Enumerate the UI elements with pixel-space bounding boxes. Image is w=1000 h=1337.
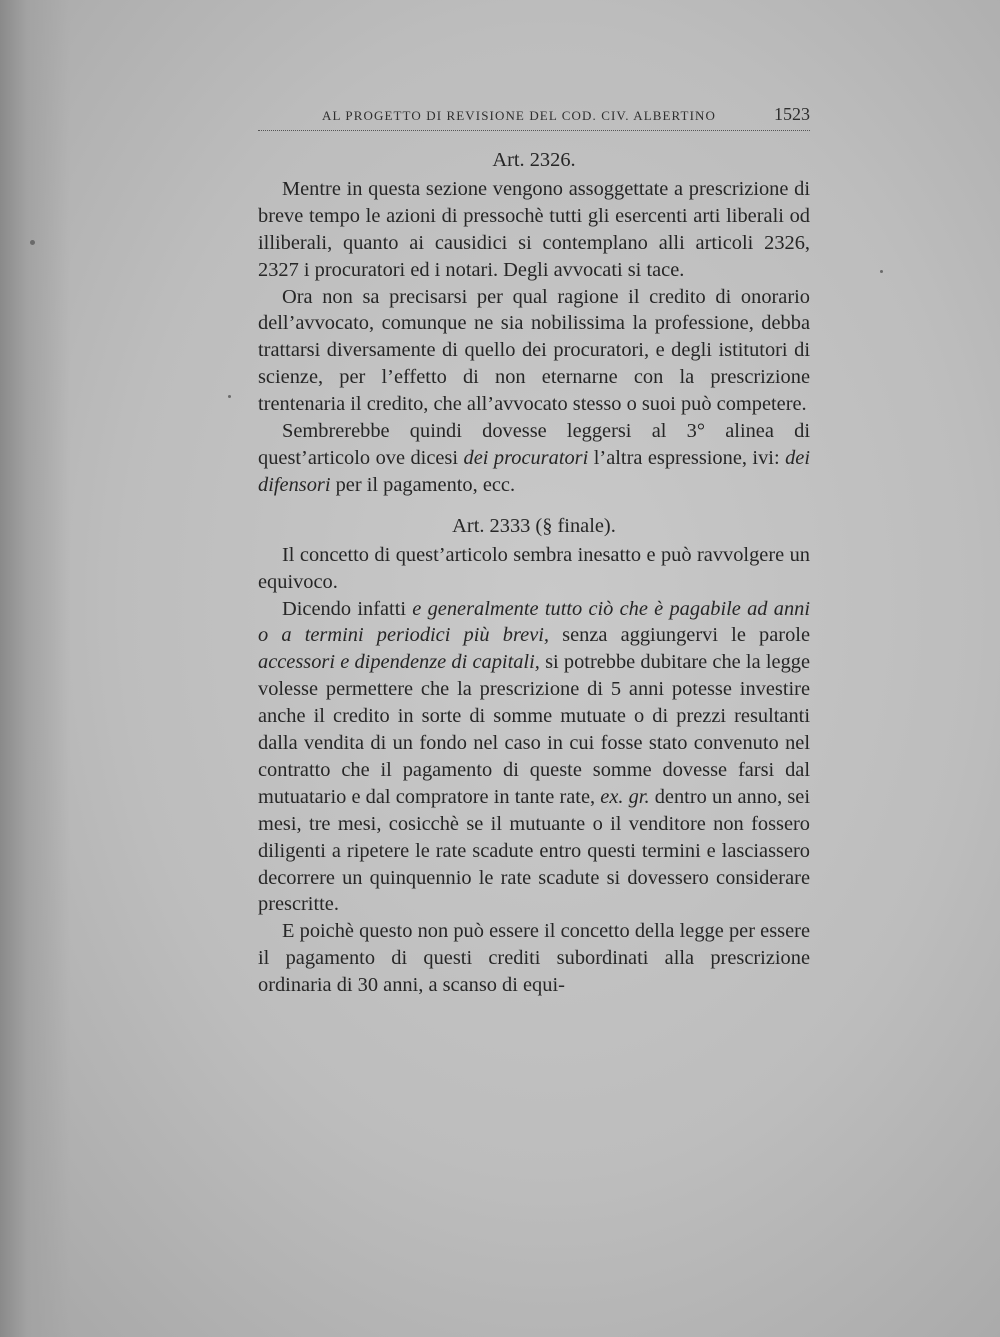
body-text	[258, 147, 810, 999]
paragraph	[258, 918, 810, 999]
text-run: l’altra espressione, ivi:	[588, 446, 786, 469]
text-run: si potrebbe dubitare che la legge volesse permettere che la prescrizione di 5 anni potesse investire anche il credito in sorte di somme mutuate o di prezzi resultanti dalla vendita di un fondo nel caso in cui fosse stato convenuto nel contratto che il pagamento di queste somme dovesse farsi dal mutuatario e dal compratore in tante rate,	[258, 651, 811, 808]
italic-text: e generalmente tutto ciò che è pagabile ad anni o a termini periodici più brevi,	[258, 597, 810, 647]
italic-text: dei difensori	[258, 446, 811, 496]
article-heading: Art. 2326.	[492, 149, 576, 171]
text-run: Ora non sa precisarsi per qual ragione il credito di onorario dell’avvocato, comunque ne sia nobilissima la professione, debba trattarsi diversamente di quello dei procuratori, e degli istitutori di scienze, per l’effetto di non eternarne con la prescrizione trentenaria il credito, che all’avvocato stesso o suoi può competere.	[258, 285, 810, 416]
page-number: 1523	[774, 104, 810, 124]
text-run: Dicendo infatti	[282, 597, 413, 620]
article-section	[258, 147, 810, 499]
italic-text: accessori e dipendenze di capitali,	[258, 651, 540, 674]
paper-speck	[30, 240, 35, 245]
text-run: E poichè questo non può essere il concetto della legge per essere il pagamento di questi crediti subordinati alla prescrizione ordinaria di 30 anni, a scanso di equi-	[258, 920, 810, 997]
text-run: per il pagamento, ecc.	[330, 473, 516, 496]
paragraph	[258, 284, 810, 419]
italic-text: ex. gr.	[600, 785, 650, 808]
italic-text: dei procuratori	[463, 446, 589, 469]
paper-speck	[228, 395, 231, 398]
page-header	[258, 104, 810, 128]
header-rule	[258, 130, 810, 131]
text-run: senza aggiungervi le parole	[549, 624, 810, 647]
paragraph	[258, 542, 810, 596]
paragraph	[258, 596, 810, 919]
article-section	[258, 513, 810, 999]
paragraph	[258, 176, 810, 284]
text-run: Mentre in questa sezione vengono assoggettate a prescrizione di breve tempo le azioni di pressochè tutti gli esercenti arti liberali od illiberali, quanto ai causidici si contemplano alli articoli 2326, 2327 i procuratori ed i notari. Degli avvocati si tace.	[258, 177, 810, 281]
text-run: dentro un anno, sei mesi, tre mesi, cosicchè se il mutuante o il venditore non fossero diligenti a ripetere le rate scadute entro questi termini e lasciassero decorrere un quinquennio le rate scadute si dovessero considerare prescritte.	[258, 785, 811, 916]
paper-speck	[880, 270, 883, 273]
paragraph	[258, 418, 810, 499]
text-run: Sembrerebbe quindi dovesse leggersi al 3° alinea di quest’articolo ove dicesi	[258, 420, 810, 469]
running-title: AL PROGETTO DI REVISIONE DEL COD. CIV. ALBERTINO	[322, 108, 716, 123]
binding-shadow	[0, 0, 70, 1337]
article-heading: Art. 2333 (§ finale).	[452, 514, 616, 537]
text-run: Il concetto di quest’articolo sembra inesatto e può ravvolgere un equivoco.	[258, 543, 810, 593]
